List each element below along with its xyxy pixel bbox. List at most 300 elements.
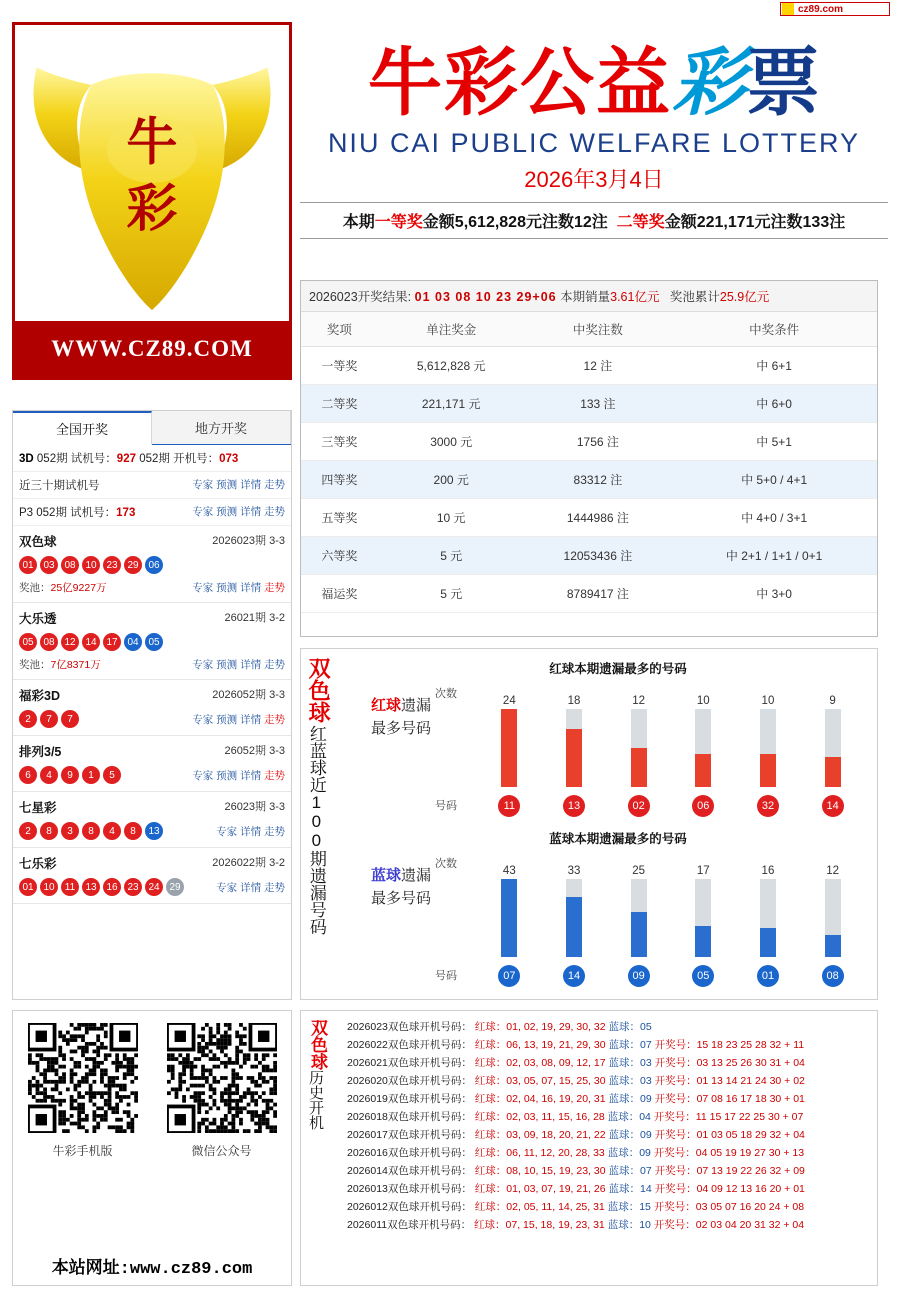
red-ball: 5 [103,766,121,784]
link-预测[interactable]: 预测 [216,769,241,782]
history-issue: 2026023双色球开机号码： [347,1020,472,1033]
blue-count-label: 次数 [435,858,457,870]
draw-result-card [300,280,878,637]
bar-track [760,879,776,957]
link-详情[interactable]: 详情 [240,713,264,726]
link-专家[interactable]: 专家 [192,506,217,518]
game-pool [19,657,285,672]
tab-bar [13,411,291,445]
extra-ball: 29 [166,878,184,896]
history-blue: 蓝球：15 [604,1200,651,1213]
table-cell: 三等奖 [301,423,378,461]
table-cell: 一等奖 [301,347,378,385]
history-line [347,1215,873,1233]
qr-wechat-icon [167,1023,277,1133]
blue-legend-ball: 蓝球 [371,867,402,884]
bar-column [617,695,661,787]
history-issue: 2026012双色球开机号码： [347,1200,472,1213]
red-ball: 2 [19,710,37,728]
table-row [301,537,877,575]
bar-value: 24 [502,695,516,707]
qr-item-wechat[interactable] [167,1023,277,1159]
history-open: 开奖号：02 03 04 20 31 32 + 04 [650,1218,805,1231]
game-3d-open-label: 开机号： [173,453,220,465]
table-row [301,499,877,537]
table-cell: 五等奖 [301,499,378,537]
table-cell: 200 元 [378,461,525,499]
title-red: 牛彩公益 [368,43,672,125]
link-专家[interactable]: 专家 [192,769,217,782]
blue-number-label: 号码 [435,970,457,982]
qr-card [12,1010,292,1286]
category-ball: 11 [498,795,520,817]
game-3d-open-value: 073 [219,453,239,465]
link-详情[interactable]: 详情 [240,582,264,594]
history-red: 红球：01, 03, 07, 19, 21, 26 [471,1182,606,1195]
history-red: 红球：03, 05, 07, 15, 25, 30 [471,1074,606,1087]
red-ball: 01 [19,878,37,896]
history-red: 红球：08, 10, 15, 19, 23, 30 [471,1164,606,1177]
red-chart-title: 红球本期遗漏最多的号码 [549,662,687,676]
bar-column [746,695,790,787]
history-blue: 蓝球：03 [605,1074,652,1087]
link-走势[interactable]: 走势 [264,582,285,594]
bar-column [487,865,531,957]
table-cell: 1444986 注 [525,499,672,537]
history-line [347,1143,873,1161]
history-open: 开奖号：03 05 07 16 20 24 + 08 [650,1200,805,1213]
bar-value: 10 [696,695,710,707]
game-balls [19,822,285,840]
history-issue: 2026020双色球开机号码： [347,1074,472,1087]
bar-column [487,695,531,787]
link-走势[interactable]: 走势 [264,713,285,726]
history-red: 红球：03, 09, 18, 20, 21, 22 [471,1128,606,1141]
game-name[interactable]: 福彩3D [19,689,60,703]
category-ball: 13 [563,795,585,817]
red-ball: 8 [82,822,100,840]
history-open: 开奖号：01 13 14 21 24 30 + 02 [651,1074,805,1087]
red-ball: 05 [19,633,37,651]
bar-column [617,865,661,957]
bar-fill [825,757,841,787]
red-ball: 4 [40,766,58,784]
table-cell: 5,612,828 元 [378,347,525,385]
table-cell: 8789417 注 [525,575,672,613]
category-ball: 06 [692,795,714,817]
game-name[interactable]: 大乐透 [19,612,57,626]
game-links[interactable] [192,580,285,595]
game-3d-test-label: 试机号： [70,453,117,465]
table-cell: 221,171 元 [378,385,525,423]
pool-label: 奖池： [19,659,51,671]
game-section [13,848,291,904]
red-ball: 3 [61,822,79,840]
history-open: 开奖号：04 05 19 19 27 30 + 13 [650,1146,805,1159]
category-ball: 07 [498,965,520,987]
link-走势[interactable]: 走势 [264,769,285,782]
prize-prefix: 本期 [342,214,375,231]
omission-chart-card [300,648,878,1000]
red-ball: 14 [82,633,100,651]
red-ball: 2 [19,822,37,840]
tab-national[interactable]: 全国开奖 [13,411,152,445]
link-专家[interactable]: 专家 [192,582,217,594]
history-line [347,1017,873,1035]
history-issue: 2026017双色球开机号码： [347,1128,472,1141]
history-line [347,1089,873,1107]
game-section [13,603,291,680]
bar-column [681,695,725,787]
game-links[interactable] [192,712,285,727]
table-cell: 四等奖 [301,461,378,499]
pool-value: 7亿8371万 [50,659,101,671]
history-red: 红球：02, 04, 16, 19, 20, 31 [471,1092,606,1105]
link-预测[interactable]: 预测 [216,479,241,491]
blue-ball: 06 [145,556,163,574]
link-专家[interactable]: 专家 [216,881,241,894]
qr-wechat-caption: 微信公众号 [191,1144,252,1158]
bar-value: 17 [696,865,710,877]
history-line [347,1161,873,1179]
bar-track [566,709,582,787]
red-legend-ball: 红球 [371,697,402,714]
pool-value: 25亿9227万 [50,582,107,594]
bar-track [501,709,517,787]
link-专家[interactable]: 专家 [192,659,217,671]
red-ball: 08 [40,633,58,651]
table-cell: 福运奖 [301,575,378,613]
blue-ball: 13 [145,822,163,840]
bar-value: 33 [567,865,581,877]
site-url: 本站网址:www.cz89.com [51,1260,253,1279]
lottery-list-card [12,410,292,1000]
logo-panel [12,22,292,380]
top-bar [0,0,900,18]
history-line [347,1197,873,1215]
bar-track [631,709,647,787]
bar-value: 16 [761,865,775,877]
bar-value: 43 [502,865,516,877]
table-cell: 中 2+1 / 1+1 / 0+1 [671,537,877,575]
game-3d-test-value: 927 [116,453,136,465]
history-issue: 2026011双色球开机号码： [347,1218,472,1231]
table-cell: 5 元 [378,537,525,575]
red-legend-omit: 遗漏 [401,697,432,714]
game-header [19,854,285,872]
draw-result-header [301,281,877,312]
brand-label: cz89.com [798,3,844,15]
bar-fill [631,912,647,957]
bar-column [552,695,596,787]
table-row [301,461,877,499]
table-cell: 5 元 [378,575,525,613]
category-ball: 14 [822,795,844,817]
bar-track [695,879,711,957]
red-ball: 10 [82,556,100,574]
history-blue: 蓝球：10 [604,1218,651,1231]
history-red: 红球：06, 11, 12, 20, 28, 33 [471,1146,605,1159]
red-ball: 7 [40,710,58,728]
issue-date: 2026年3月4日 [524,167,664,192]
history-open: 开奖号：07 08 16 17 18 30 + 01 [651,1092,805,1105]
qr-mobile-caption: 牛彩手机版 [52,1144,113,1158]
history-line [347,1179,873,1197]
p3-value: 173 [116,507,136,519]
table-cell: 中 5+1 [671,423,877,461]
table-row [301,385,877,423]
history-list [347,1017,873,1281]
red-ball: 13 [82,878,100,896]
pool-label: 奖池： [19,582,51,594]
red-chart-legend [371,695,467,740]
extra-ball: 24 [145,878,163,896]
red-ball: 9 [61,766,79,784]
link-详情[interactable]: 详情 [240,659,264,671]
bar-track [695,709,711,787]
svg-text:牛: 牛 [126,115,178,172]
brand-square-icon [782,3,794,15]
game-links[interactable] [192,657,285,672]
table-cell: 中 4+0 / 3+1 [671,499,877,537]
history-line [347,1053,873,1071]
red-ball: 10 [40,878,58,896]
sales-label: 本期销量 [560,290,611,304]
game-issue: 26023期 3-3 [224,801,285,813]
p3-links[interactable] [192,504,285,519]
tab-local[interactable]: 地方开奖 [152,411,291,444]
bar-column [681,865,725,957]
english-title: NIU CAI PUBLIC WELFARE LOTTERY [327,128,861,158]
link-预测[interactable]: 预测 [216,659,241,671]
bar-track [501,879,517,957]
game-header [19,532,285,550]
bar-value: 9 [829,695,836,707]
game-links[interactable] [192,768,285,783]
link-详情[interactable]: 详情 [240,825,264,838]
blue-omission-chart [365,823,871,993]
table-cell: 二等奖 [301,385,378,423]
svg-text:彩: 彩 [126,181,178,238]
red-ball: 03 [40,556,58,574]
table-cell: 中 6+0 [671,385,877,423]
history-vertical-black: 历史开机 [307,1070,324,1130]
chart-vertical-red: 双色球 [306,657,332,723]
category-ball: 01 [757,965,779,987]
site-brand-chip[interactable] [780,2,890,16]
link-详情[interactable]: 详情 [240,506,264,518]
category-ball: 05 [692,965,714,987]
link-专家[interactable]: 专家 [192,479,217,491]
game-header [19,742,285,760]
history-issue: 2026019双色球开机号码： [347,1092,472,1105]
col-prize: 奖项 [301,312,378,347]
history-red: 红球：02, 03, 11, 15, 16, 28 [471,1110,605,1123]
red-ball: 23 [124,878,142,896]
red-ball: 16 [103,878,121,896]
first-prize-label: 一等奖 [374,214,423,231]
title-piao: 票 [746,43,820,125]
game-balls [19,556,285,574]
blue-chart-legend [371,865,467,910]
recent-links[interactable] [192,477,285,492]
draw-numbers: 01 03 08 10 23 29+06 [414,290,557,304]
bar-column [552,865,596,957]
bar-value: 12 [632,695,646,707]
history-issue: 2026022双色球开机号码： [347,1038,472,1051]
blue-ball: 04 [124,633,142,651]
category-ball: 32 [757,795,779,817]
bar-fill [501,709,517,787]
game-balls [19,878,285,896]
history-blue: 蓝球：14 [605,1182,652,1195]
prize-table-header-row [301,312,877,347]
bar-column [811,695,855,787]
game-name[interactable]: 七乐彩 [19,857,57,871]
game-balls [19,633,285,651]
game-section [13,736,291,792]
red-ball: 6 [19,766,37,784]
history-red: 红球：02, 05, 11, 14, 25, 31 [471,1200,605,1213]
history-issue: 2026016双色球开机号码： [347,1146,472,1159]
table-row [301,575,877,613]
bar-fill [695,926,711,957]
link-走势[interactable]: 走势 [264,659,285,671]
history-vertical-red: 双色球 [308,1019,327,1070]
link-走势[interactable]: 走势 [264,479,285,491]
game-name[interactable]: 七星彩 [19,801,57,815]
bar-fill [760,754,776,787]
table-cell: 12 注 [525,347,672,385]
game-3d-issue2: 052期 [139,453,170,465]
history-card [300,1010,878,1286]
table-cell: 中 3+0 [671,575,877,613]
link-预测[interactable]: 预测 [216,713,241,726]
bar-track [760,709,776,787]
table-cell: 中 6+1 [671,347,877,385]
game-links[interactable] [216,880,285,895]
logo-url: WWW.CZ89.COM [15,321,289,377]
game-section [13,680,291,736]
second-prize-label: 二等奖 [616,214,665,231]
table-cell: 3000 元 [378,423,525,461]
game-issue: 2026052期 3-3 [212,689,285,701]
red-count-label: 次数 [435,688,457,700]
p3-label: P3 052期 试机号： [19,507,117,519]
blue-legend-omit: 遗漏 [401,867,432,884]
second-prize-text: 金额221,171元注数133注 [664,214,846,231]
link-预测[interactable]: 预测 [216,582,241,594]
page-title [300,22,888,132]
link-预测[interactable]: 预测 [216,506,241,518]
history-issue: 2026021双色球开机号码： [347,1056,472,1069]
category-ball: 02 [628,795,650,817]
history-blue: 蓝球：04 [604,1110,651,1123]
history-open: 开奖号：07 13 19 22 26 32 + 09 [651,1164,805,1177]
pool-label: 奖池累计 [669,290,720,304]
first-prize-text: 金额5,612,828元注数12注 [422,214,608,231]
row-p3 [13,499,291,526]
red-ball: 8 [40,822,58,840]
bar-track [825,709,841,787]
history-issue: 2026013双色球开机号码： [347,1182,472,1195]
history-issue: 2026018双色球开机号码： [347,1110,472,1123]
qr-mobile-icon [28,1023,138,1133]
history-blue: 蓝球：07 [605,1164,652,1177]
header [300,22,888,239]
history-line [347,1035,873,1053]
red-ball: 4 [103,822,121,840]
game-issue: 26052期 3-3 [224,745,285,757]
red-ball: 7 [61,710,79,728]
history-blue: 蓝球：07 [605,1038,652,1051]
game-header [19,798,285,816]
red-omission-chart [365,653,871,823]
bar-fill [825,935,841,957]
game-header [19,686,285,704]
game-section [13,792,291,848]
history-open: 开奖号：01 03 05 18 29 32 + 04 [651,1128,805,1141]
bar-value: 12 [826,865,839,877]
history-red: 红球：01, 02, 19, 29, 30, 32 [471,1020,606,1033]
bar-fill [760,928,776,957]
games-list [13,526,291,904]
qr-item-mobile[interactable] [28,1023,138,1159]
red-ball: 29 [124,556,142,574]
chart-vertical-title [307,657,363,993]
history-blue: 蓝球：09 [605,1092,652,1105]
history-line [347,1071,873,1089]
table-cell: 12053436 注 [525,537,672,575]
history-blue: 蓝球：03 [605,1056,652,1069]
bar-fill [501,879,517,957]
bar-fill [566,729,582,788]
bar-column [811,865,855,957]
history-line [347,1125,873,1143]
col-count: 中奖注数 [525,312,672,347]
recent-label: 近三十期试机号 [19,480,100,492]
game-links[interactable] [216,824,285,839]
link-走势[interactable]: 走势 [264,506,285,518]
history-line [347,1107,873,1125]
link-走势[interactable]: 走势 [264,881,285,894]
link-走势[interactable]: 走势 [264,825,285,838]
red-ball: 17 [103,633,121,651]
bar-value: 25 [632,865,646,877]
link-详情[interactable]: 详情 [240,881,264,894]
bar-column [746,865,790,957]
link-专家[interactable]: 专家 [192,713,217,726]
history-red: 红球：02, 03, 08, 09, 12, 17 [471,1056,606,1069]
history-red: 红球：07, 15, 18, 19, 23, 31 [471,1218,605,1231]
category-ball: 08 [822,965,844,987]
bar-fill [695,754,711,787]
game-issue: 2026022期 3-2 [212,857,285,869]
game-header [19,609,285,627]
category-ball: 09 [628,965,650,987]
link-详情[interactable]: 详情 [240,479,264,491]
game-issue: 26021期 3-2 [224,612,285,624]
draw-issue-label: 2026023开奖结果: [309,290,412,304]
history-blue: 蓝球：05 [605,1020,652,1033]
game-name[interactable]: 排列3/5 [19,745,62,759]
game-name[interactable]: 双色球 [19,535,57,549]
link-专家[interactable]: 专家 [216,825,241,838]
link-详情[interactable]: 详情 [240,769,264,782]
bar-fill [566,897,582,957]
bar-value: 18 [567,695,581,707]
history-open: 开奖号：04 09 12 13 16 20 + 01 [651,1182,805,1195]
